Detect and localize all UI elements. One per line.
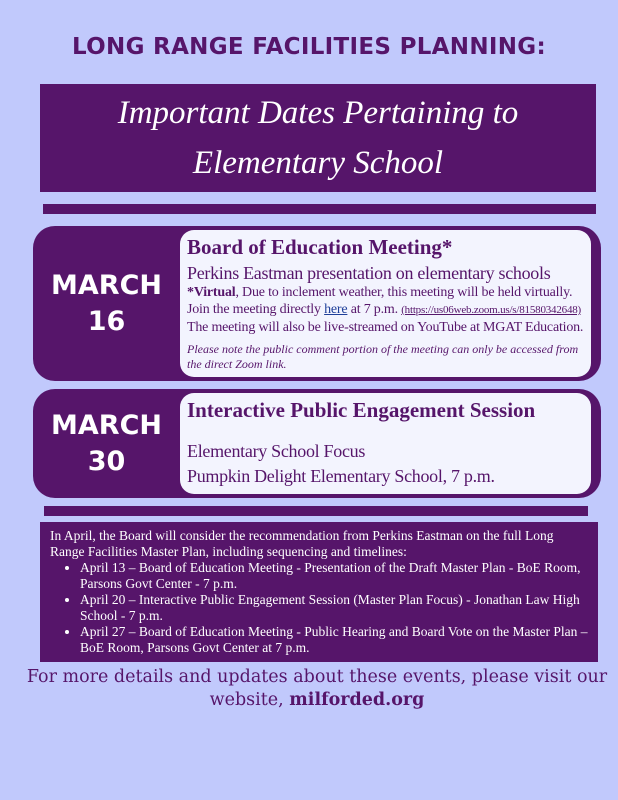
- event-card-march-30: [33, 389, 601, 498]
- virtual-label: Virtual: [193, 285, 236, 300]
- april-item: • April 13 – Board of Education Meeting - Presentation of the Draft Master Plan - BoE Room, Parsons Govt Center - 7 p.m.: [80, 560, 588, 592]
- event-heading: Board of Education Meeting*: [187, 235, 453, 259]
- banner-line-1: Important Dates Pertaining to: [117, 95, 519, 131]
- zoom-url-link[interactable]: (https://us06web.zoom.us/s/81580342648): [401, 304, 582, 316]
- april-item: • April 20 – Interactive Public Engagement Session (Master Plan Focus) - Jonathan Law High School - 7 p.m.: [80, 592, 588, 624]
- event-subheading: Perkins Eastman presentation on elementary schools: [187, 263, 551, 283]
- event-details: [180, 393, 591, 494]
- virtual-note: [187, 284, 584, 301]
- website-link[interactable]: milforded.org: [289, 690, 425, 710]
- date-month: MARCH: [51, 409, 162, 441]
- public-comment-note: Please note the public comment portion of the meeting can only be accessed from the direct Zoom link.: [187, 342, 579, 371]
- event-date-column: [33, 393, 180, 494]
- event-card-march-16: [33, 226, 601, 381]
- event-details: [180, 230, 591, 377]
- date-day: 30: [87, 445, 126, 477]
- date-month: MARCH: [51, 269, 162, 301]
- divider: [43, 204, 596, 214]
- join-time: at 7 p.m.: [347, 302, 402, 317]
- event-heading: Interactive Public Engagement Session: [187, 398, 536, 422]
- date-day: 16: [87, 305, 126, 337]
- event-date-column: [33, 230, 180, 377]
- april-item: • April 27 – Board of Education Meeting - Public Hearing and Board Vote on the Master Plan – BoE Room, Parsons Govt Center at 7 p.m.: [80, 624, 588, 656]
- here-link[interactable]: here: [324, 302, 348, 317]
- banner-line-2: Elementary School: [192, 145, 444, 181]
- virtual-text: , Due to inclement weather, this meeting will be held virtually.: [235, 285, 573, 300]
- footer-text: For more details and updates about these events, please visit our website,: [26, 667, 608, 710]
- april-schedule: [40, 522, 598, 662]
- join-text: Join the meeting directly: [187, 302, 325, 317]
- event-focus: Elementary School Focus: [187, 441, 366, 461]
- banner: [40, 84, 596, 192]
- join-line: [187, 301, 584, 319]
- event-date: [51, 268, 162, 340]
- event-location: Pumpkin Delight Elementary School, 7 p.m.: [187, 466, 495, 486]
- event-date: [51, 408, 162, 480]
- asterisk: *: [187, 285, 194, 300]
- april-intro: In April, the Board will consider the recommendation from Perkins Eastman on the full Long Range Facilities Master Plan, including sequencing and timelines:: [50, 528, 554, 559]
- content: [26, 204, 608, 712]
- footer: [0, 666, 618, 712]
- youtube-note: The meeting will also be live-streamed on YouTube at MGAT Education.: [187, 320, 584, 335]
- page-title: LONG RANGE FACILITIES PLANNING:: [72, 34, 546, 60]
- divider: [44, 506, 588, 516]
